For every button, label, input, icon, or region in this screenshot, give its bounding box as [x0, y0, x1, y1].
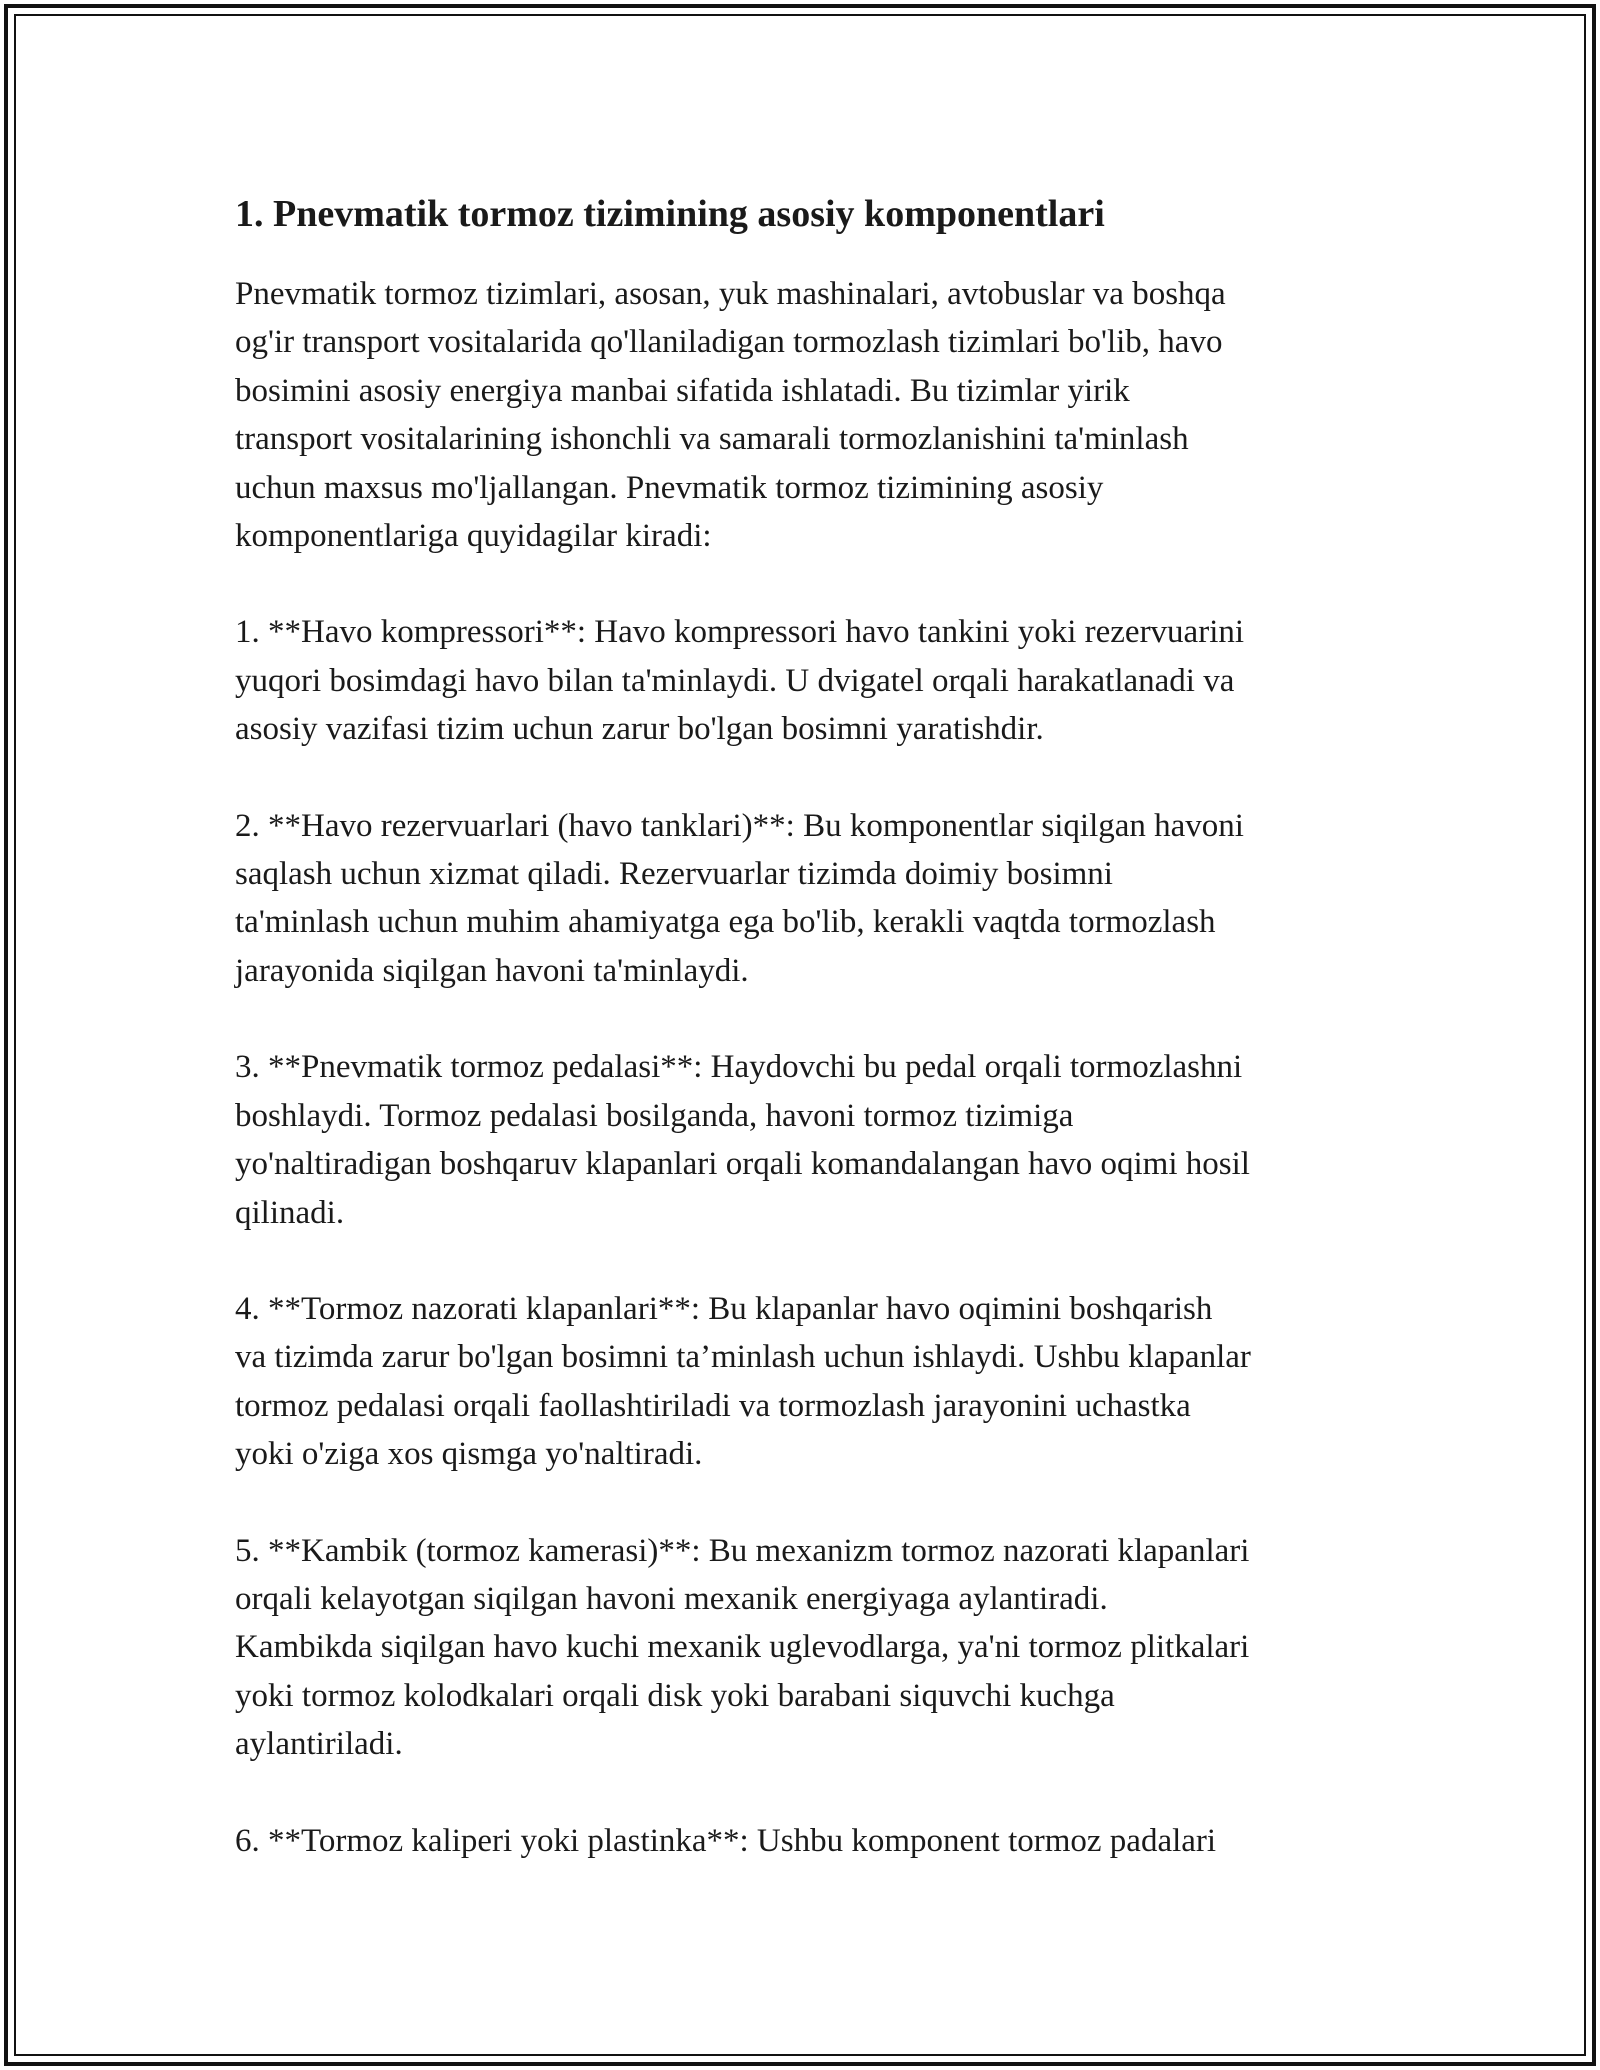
paragraph-line: 5. **Kambik (tormoz kamerasi)**: Bu mexanizm tormoz nazorati klapanlari	[235, 1532, 1250, 1569]
paragraph-line: yo'naltiradigan boshqaruv klapanlari orqali komandalangan havo oqimi hosil	[235, 1146, 1250, 1183]
list-item-air-compressor	[235, 608, 1375, 753]
paragraph-line: va tizimda zarur bo'lgan bosimni ta’minlash uchun ishlaydi. Ushbu klapanlar	[235, 1339, 1251, 1376]
paragraph-line: Pnevmatik tormoz tizimlari, asosan, yuk mashinalari, avtobuslar va boshqa	[235, 276, 1226, 312]
paragraph-line: asosiy vazifasi tizim uchun zarur bo'lgan bosimni yaratishdir.	[235, 711, 1044, 748]
paragraph-line: uchun maxsus mo'ljallangan. Pnevmatik tormoz tizimining asosiy	[235, 469, 1104, 506]
paragraph-line: yuqori bosimdagi havo bilan ta'minlaydi. U dvigatel orqali harakatlanadi va	[235, 662, 1235, 699]
paragraph-line: saqlash uchun xizmat qiladi. Rezervuarlar tizimda doimiy bosimni	[235, 856, 1113, 893]
paragraph-line: yoki tormoz kolodkalari orqali disk yoki barabani siquvchi kuchga	[235, 1677, 1115, 1714]
document-body	[235, 186, 1375, 1913]
paragraph-line: 1. **Havo kompressori**: Havo kompressori havo tankini yoki rezervuarini	[235, 614, 1245, 651]
paragraph-line: boshlaydi. Tormoz pedalasi bosilganda, havoni tormoz tizimiga	[235, 1097, 1074, 1134]
list-item-air-reservoirs	[235, 802, 1375, 996]
paragraph-line: Kambikda siqilgan havo kuchi mexanik uglevodlarga, ya'ni tormoz plitkalari	[235, 1629, 1250, 1666]
list-item-control-valves	[235, 1285, 1375, 1479]
paragraph-line: bosimini asosiy energiya manbai sifatida ishlatadi. Bu tizimlar yirik	[235, 372, 1130, 409]
paragraph-line: 3. **Pnevmatik tormoz pedalasi**: Haydovchi bu pedal orqali tormozlashni	[235, 1049, 1243, 1086]
paragraph-line: 2. **Havo rezervuarlari (havo tanklari)**: Bu komponentlar siqilgan havoni	[235, 807, 1244, 844]
paragraph-line: og'ir transport vositalarida qo'llaniladigan tormozlash tizimlari bo'lib, havo	[235, 324, 1223, 361]
paragraph-line: 4. **Tormoz nazorati klapanlari**: Bu klapanlar havo oqimini boshqarish	[235, 1290, 1213, 1327]
list-item-brake-caliper	[235, 1817, 1375, 1865]
paragraph-line: qilinadi.	[235, 1194, 345, 1231]
intro-paragraph	[235, 270, 1375, 560]
paragraph-line: ta'minlash uchun muhim ahamiyatga ega bo'lib, kerakli vaqtda tormozlash	[235, 904, 1216, 941]
paragraph-line: yoki o'ziga xos qismga yo'naltiradi.	[235, 1436, 703, 1473]
paragraph-line: aylantiriladi.	[235, 1726, 403, 1763]
page-title: 1. Pnevmatik tormoz tizimining asosiy komponentlari	[235, 193, 1105, 235]
paragraph-line: 6. **Tormoz kaliperi yoki plastinka**: Ushbu komponent tormoz padalari	[235, 1822, 1217, 1859]
paragraph-line: transport vositalarining ishonchli va samarali tormozlanishini ta'minlash	[235, 421, 1189, 458]
list-item-brake-chamber	[235, 1527, 1375, 1769]
list-item-brake-pedal	[235, 1043, 1375, 1237]
paragraph-line: komponentlariga quyidagilar kiradi:	[235, 518, 712, 555]
paragraph-line: tormoz pedalasi orqali faollashtiriladi va tormozlash jarayonini uchastka	[235, 1387, 1191, 1424]
paragraph-line: orqali kelayotgan siqilgan havoni mexanik energiyaga aylantiradi.	[235, 1580, 1108, 1617]
paragraph-line: jarayonida siqilgan havoni ta'minlaydi.	[235, 952, 749, 989]
